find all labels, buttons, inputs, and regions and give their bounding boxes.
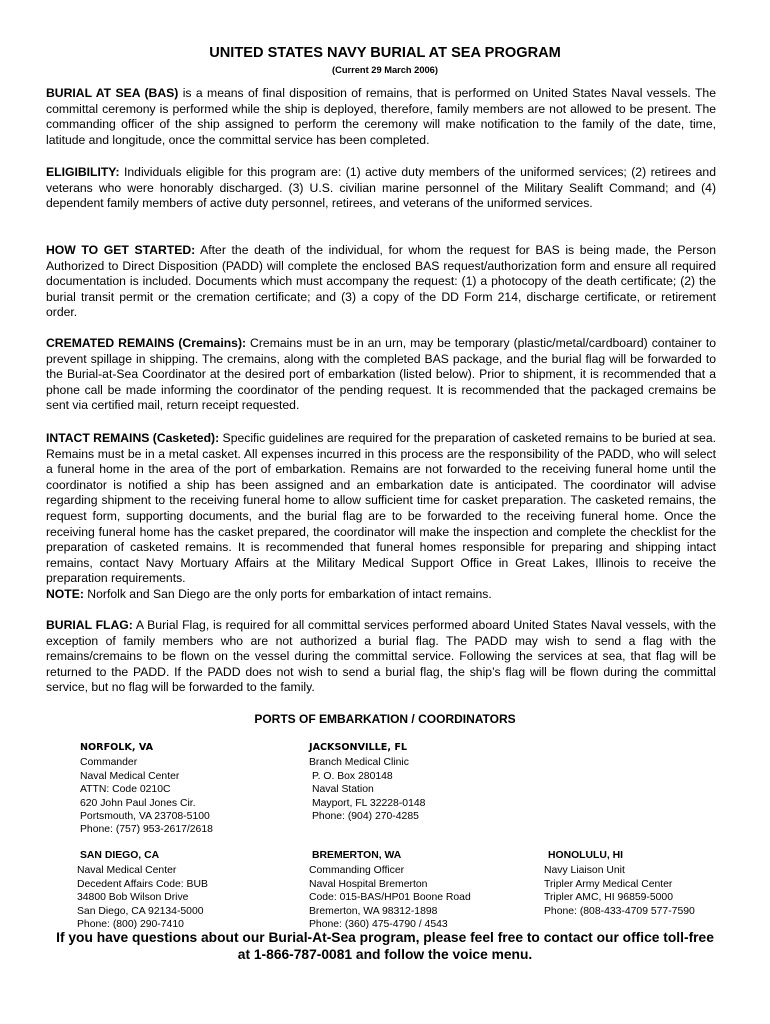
address-line: Commander	[80, 757, 138, 769]
section-label: CREMATED REMAINS (Cremains):	[46, 336, 247, 350]
section-intact-remains	[46, 431, 716, 603]
ports-heading: PORTS OF EMBARKATION / COORDINATORS	[254, 712, 516, 726]
section-burial-flag	[46, 618, 716, 696]
port-honolulu	[544, 849, 695, 918]
port-name: JACKSONVILLE, FL	[309, 742, 407, 753]
section-label: ELIGIBILITY:	[46, 165, 120, 179]
section-label: BURIAL AT SEA (BAS)	[46, 86, 179, 100]
address-line: Naval Medical Center	[80, 770, 180, 782]
address-line: Naval Hospital Bremerton	[309, 878, 428, 890]
address-line: 34800 Bob Wilson Drive	[77, 892, 189, 904]
section-label: HOW TO GET STARTED:	[46, 243, 196, 257]
section-text: After the death of the individual, for whom the request for BAS is being made, the Person Authorized to Direct Disposition (PADD) will complete the enclosed BAS request/authorization form and ensure all required documentation is included. Documents which must accompany the request: (1) a photocopy of the death certificate; (2) the burial transit permit or the cremation certificate; and (3) a copy of the DD Form 214, discharge certificate, or retirement order.	[46, 243, 716, 320]
address-line: Phone: (904) 270-4285	[312, 811, 419, 823]
address-line: Phone: (800) 290-7410	[77, 919, 184, 931]
port-name: NORFOLK, VA	[80, 742, 154, 753]
page-subtitle: (Current 29 March 2006)	[332, 65, 438, 75]
section-eligibility	[46, 165, 716, 212]
address-line: Code: 015-BAS/HP01 Boone Road	[309, 892, 471, 904]
address-line: Commanding Officer	[309, 865, 405, 877]
address-line: ATTN: Code 0210C	[80, 784, 171, 796]
port-name: SAN DIEGO, CA	[80, 850, 160, 861]
port-name: HONOLULU, HI	[548, 850, 624, 861]
footer-line: at 1-866-787-0081 and follow the voice menu.	[237, 947, 533, 962]
section-text: Cremains must be in an urn, may be temporary (plastic/metal/cardboard) container to prevent spillage in shipping. The cremains, along with the completed BAS package, and the burial flag will be forwarded to the Burial-at-Sea Coordinator at the desired port of embarkation (listed below). Prior to shipment, it is recommended that a phone call be made informing the coordinator of the pending request. It is recommended that the packaged cremains be sent via certified mail, return receipt requested.	[46, 336, 716, 413]
address-line: 620 John Paul Jones Cir.	[80, 797, 196, 809]
address-line: Navy Liaison Unit	[544, 865, 625, 877]
section-how-to-get-started	[46, 243, 716, 321]
address-line: Mayport, FL 32228-0148	[312, 797, 426, 809]
port-name: BREMERTON, WA	[312, 850, 402, 861]
section-text: Individuals eligible for this program are: (1) active duty members of the uniformed services; (2) retirees and veterans who were honorably discharged. (3) U.S. civilian marine personnel of the Military Sealift Command; and (4) dependent family members of active duty personnel, retirees, and veterans of the uniformed services.	[46, 165, 716, 211]
section-label: INTACT REMAINS (Casketed):	[46, 431, 220, 445]
page-title: UNITED STATES NAVY BURIAL AT SEA PROGRAM	[209, 45, 561, 61]
note-label: NOTE:	[46, 586, 84, 601]
section-cremated-remains	[46, 336, 716, 414]
address-line: Tripler Army Medical Center	[544, 878, 673, 890]
address-line: San Diego, CA 92134-5000	[77, 905, 204, 917]
address-line: Phone: (360) 475-4790 / 4543	[309, 919, 448, 931]
contact-footer	[0, 929, 770, 963]
port-san-diego	[77, 849, 208, 931]
section-label: BURIAL FLAG:	[46, 618, 133, 632]
address-line: Naval Medical Center	[77, 865, 177, 877]
port-norfolk	[80, 741, 213, 837]
note-text: Norfolk and San Diego are the only ports for embarkation of intact remains.	[83, 586, 492, 601]
address-line: Phone: (808-433-4709 577-7590	[544, 905, 695, 917]
address-line: P. O. Box 280148	[312, 770, 393, 782]
address-line: Phone: (757) 953-2617/2618	[80, 824, 213, 836]
footer-line: If you have questions about our Burial-At-Sea program, please feel free to contact our office toll-free	[56, 930, 714, 945]
address-line: Tripler AMC, HI 96859-5000	[544, 892, 673, 904]
port-bremerton	[309, 849, 471, 931]
section-burial-at-sea	[46, 86, 716, 148]
section-text: A Burial Flag, is required for all committal services performed aboard United States Naval vessels, with the exception of family members who are not authorized a burial flag. The PADD may wish to send a flag with the remains/cremains to be flown on the vessel during the committal service. Following the services at sea, that flag will be returned to the PADD. If the PADD does not wish to send a burial flag, the ship’s flag will be flown during the committal service, but no flag will be forwarded to the family.	[46, 618, 716, 695]
address-line: Portsmouth, VA 23708-5100	[80, 811, 210, 823]
address-line: Naval Station	[312, 784, 374, 796]
address-line: Decedent Affairs Code: BUB	[77, 878, 208, 890]
port-jacksonville	[309, 741, 425, 823]
address-line: Bremerton, WA 98312-1898	[309, 905, 438, 917]
section-text: is a means of final disposition of remains, that is performed on United States Naval vessels. The committal ceremony is performed while the ship is deployed, therefore, family members are not allowed to be present. The commanding officer of the ship assigned to perform the ceremony will make notification to the family of the date, time, latitude and longitude, once the committal service has been completed.	[46, 86, 716, 147]
address-line: Branch Medical Clinic	[309, 757, 409, 769]
section-text: Specific guidelines are required for the preparation of casketed remains to be buried at sea. Remains must be in a metal casket. All expenses incurred in this process are the responsibility of the PADD, who will select a funeral home in the area of the port of embarkation. Remains are not forwarded to the receiving funeral home until the coordinator is notified a ship has been assigned and an embarkation date is anticipated. The coordinator will advise regarding shipment to the receiving funeral home to allow sufficient time for casket preparation. The casketed remains, the request form, supporting documents, and the burial flag are to be forwarded to the receiving funeral home. Once the receiving funeral home has the casket prepared, the coordinator will make the inspection and complete the checklist for the preparation of casketed remains. It is recommended that funeral homes responsible for preparing and shipping intact remains, contact Navy Mortuary Affairs at the Military Medical Support Office in Great Lakes, Illinois to receive the preparation requirements.	[46, 431, 716, 586]
